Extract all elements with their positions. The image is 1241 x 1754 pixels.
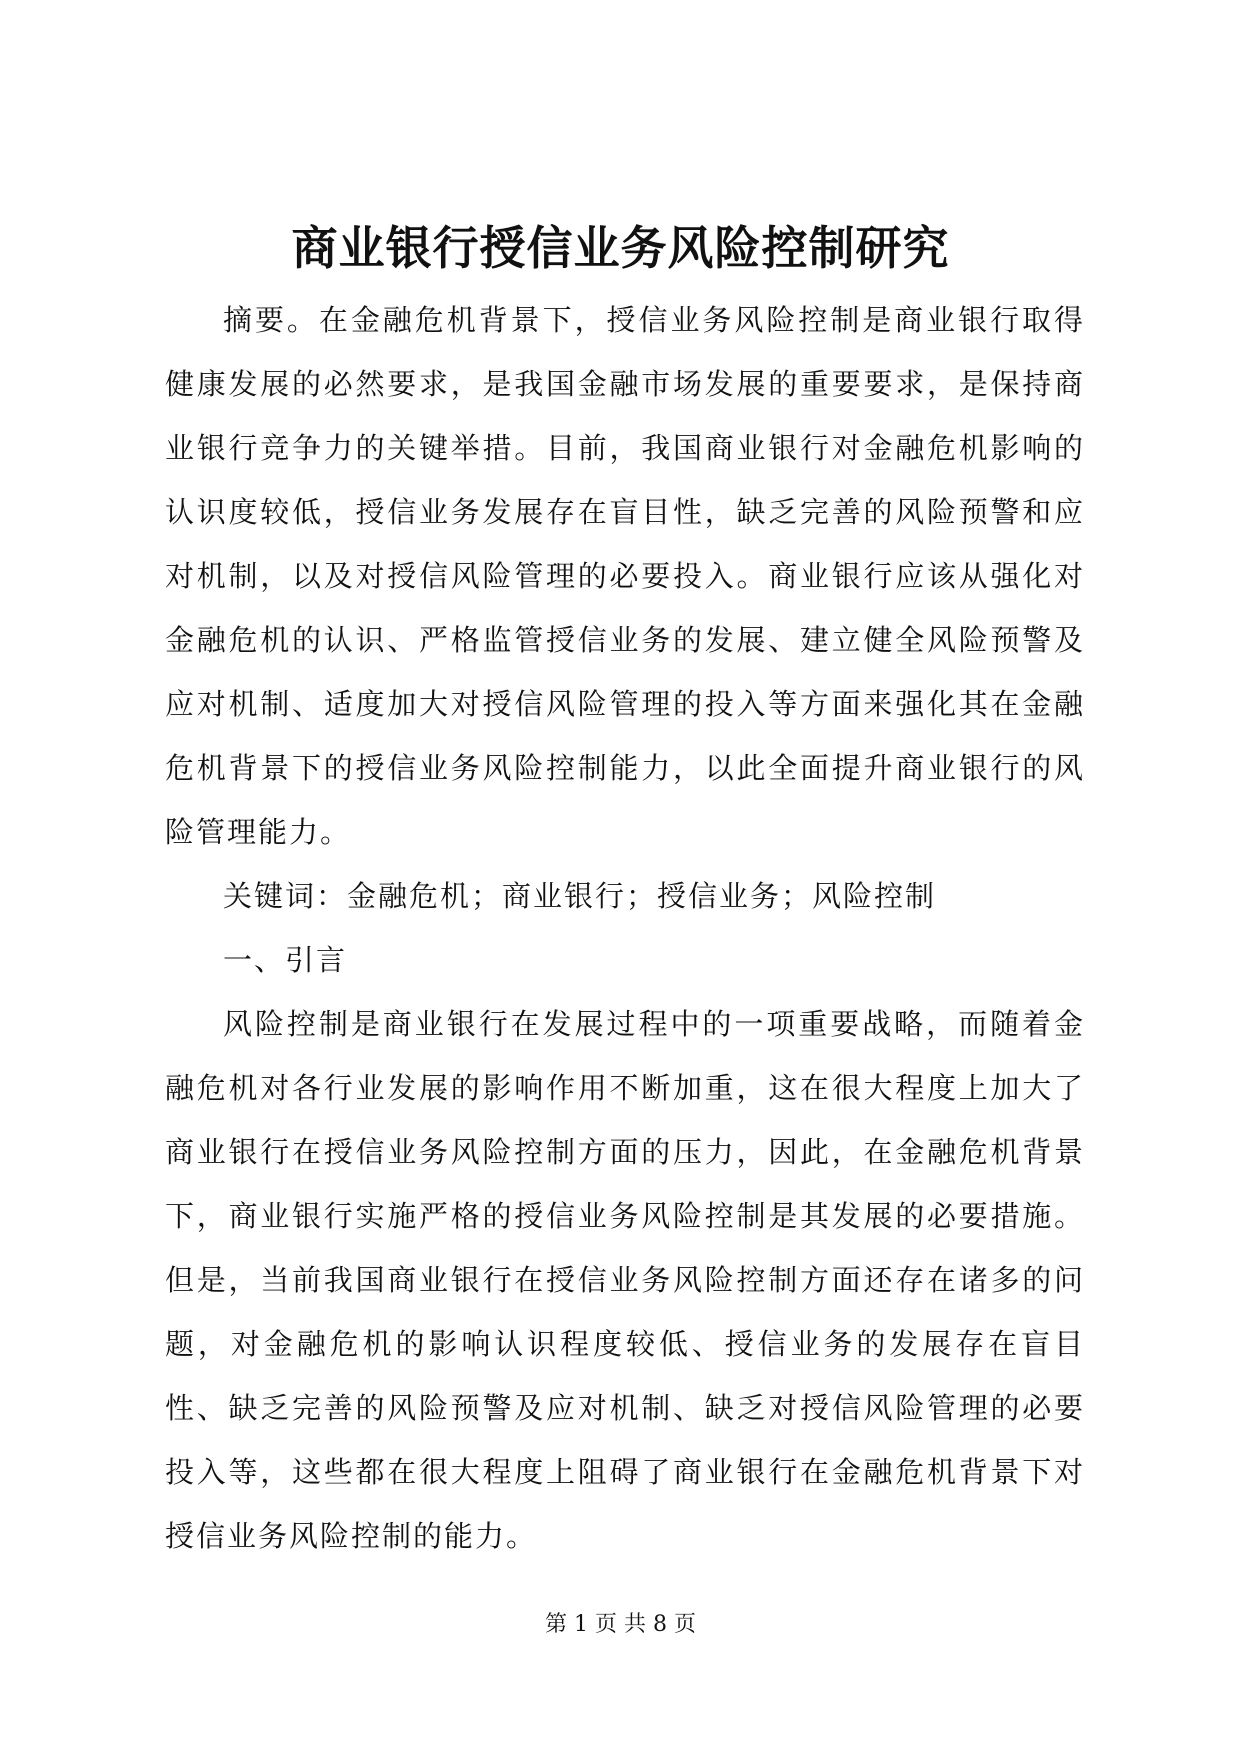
section-heading-introduction: 一、引言 (223, 943, 348, 977)
document-body (165, 288, 1085, 1568)
abstract-paragraph: 摘要。在金融危机背景下，授信业务风险控制是商业银行取得健康发展的必然要求，是我国金融市场发展的重要要求，是保持商业银行竞争力的关键举措。目前，我国商业银行对金融危机影响的认识度较低，授信业务发展存在盲目性，缺乏完善的风险预警和应对机制，以及对授信风险管理的必要投入。商业银行应该从强化对金融危机的认识、严格监管授信业务的发展、建立健全风险预警及应对机制、适度加大对授信风险管理的投入等方面来强化其在金融危机背景下的授信业务风险控制能力，以此全面提升商业银行的风险管理能力。 (165, 303, 1085, 849)
document-title: 商业银行授信业务风险控制研究 (291, 221, 950, 275)
introduction-paragraph: 风险控制是商业银行在发展过程中的一项重要战略，而随着金融危机对各行业发展的影响作用不断加重，这在很大程度上加大了商业银行在授信业务风险控制方面的压力，因此，在金融危机背景下，商业银行实施严格的授信业务风险控制是其发展的必要措施。但是，当前我国商业银行在授信业务风险控制方面还存在诸多的问题，对金融危机的影响认识程度较低、授信业务的发展存在盲目性、缺乏完善的风险预警及应对机制、缺乏对授信风险管理的必要投入等，这些都在很大程度上阻碍了商业银行在金融危机背景下对授信业务风险控制的能力。 (165, 1007, 1085, 1553)
page-number-footer: 第 1 页 共 8 页 (545, 1612, 696, 1637)
keywords-paragraph: 关键词：金融危机；商业银行；授信业务；风险控制 (223, 879, 937, 913)
